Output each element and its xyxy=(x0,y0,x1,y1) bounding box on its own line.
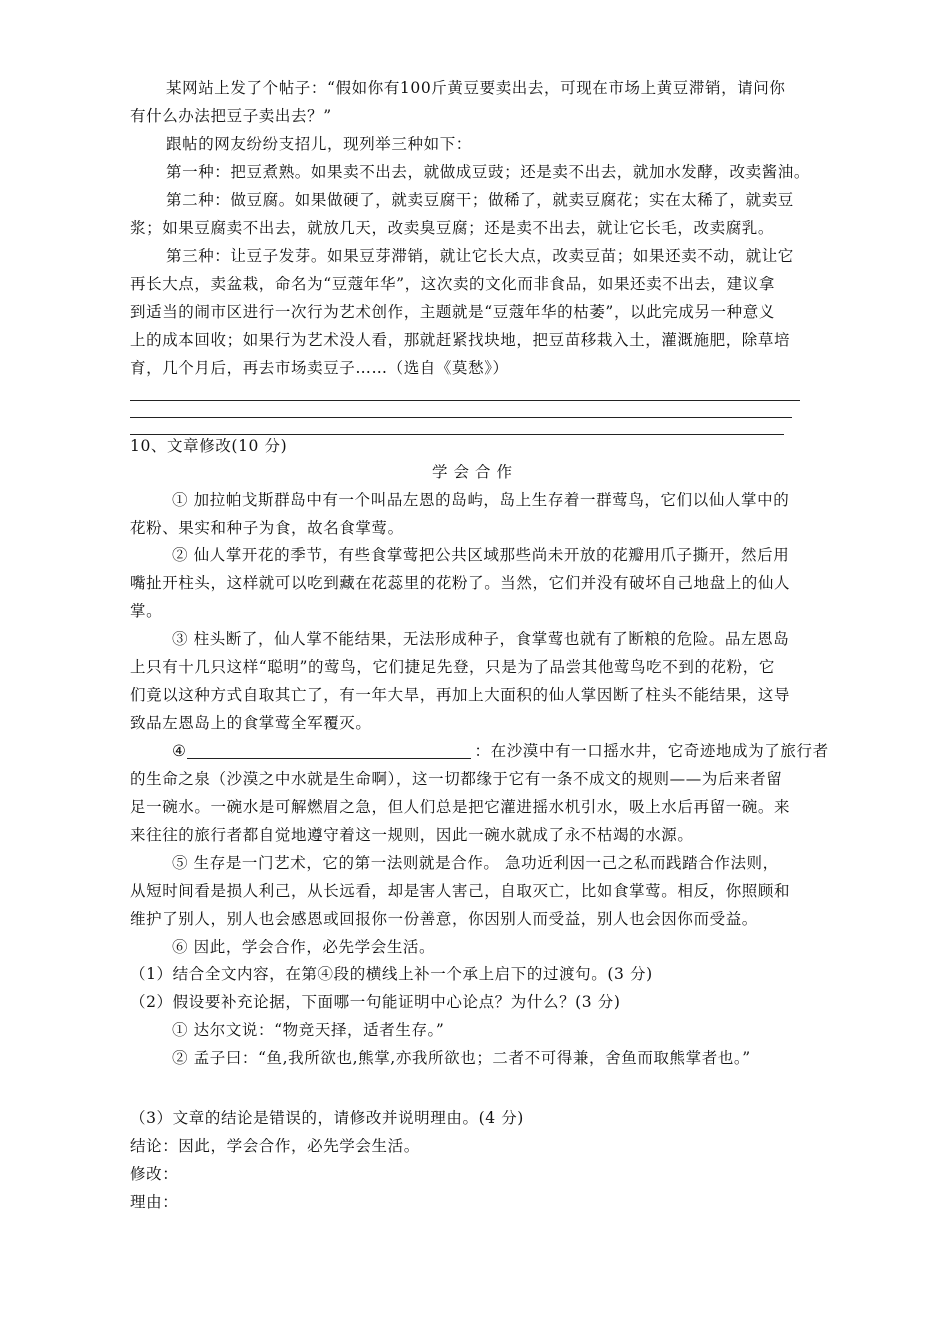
intro-method-2-line-1: 第二种：做豆腐。如果做硬了，就卖豆腐干；做稀了，就卖豆腐花；实在太稀了，就卖豆 xyxy=(166,191,794,209)
sub-question-2-option-2: ② 孟子曰：“鱼,我所欲也,熊掌,亦我所欲也；二者不可得兼，舍鱼而取熊掌者也。” xyxy=(172,1049,751,1067)
sub-question-2-option-1: ① 达尔文说：“物竞天择，适者生存。” xyxy=(172,1021,445,1039)
intro-paragraph-2: 跟帖的网友纷纷支招儿，现列举三种如下： xyxy=(166,135,472,153)
intro-method-2-line-2: 浆；如果豆腐卖不出去，就放几天，改卖臭豆腐；还是卖不出去，就让它长毛，改卖腐乳。 xyxy=(130,219,775,237)
intro-paragraph-1-line-1: 某网站上发了个帖子：“假如你有100斤黄豆要卖出去，可现在市场上黄豆滞销，请问你 xyxy=(166,79,786,97)
article-title: 学会合作 xyxy=(431,463,518,481)
sub-question-1: （1）结合全文内容，在第④段的横线上补一个承上启下的过渡句。(3 分) xyxy=(130,965,653,983)
answer-line-3[interactable] xyxy=(130,434,784,435)
article-para-5-line-2: 从短时间看是损人利己，从长远看，却是害人害己，自取灭亡，比如食掌莺。相反，你照顾和 xyxy=(130,882,791,900)
article-para-2-line-3: 掌。 xyxy=(130,602,163,620)
article-para-2-line-1: ② 仙人掌开花的季节，有些食掌莺把公共区域那些尚未开放的花瓣用爪子撕开，然后用 xyxy=(172,546,790,564)
article-para-4-line-2: 的生命之泉（沙漠之中水就是生命啊），这一切都缘于它有一条不成文的规则——为后来者留 xyxy=(130,770,783,788)
intro-method-3-line-1: 第三种：让豆子发芽。如果豆芽滞销，就让它长大点，改卖豆苗；如果还卖不动，就让它 xyxy=(166,247,794,265)
article-para-6: ⑥ 因此，学会合作，必先学会生活。 xyxy=(172,938,436,956)
article-para-3-line-2: 上只有十几只这样“聪明”的莺鸟，它们捷足先登，只是为了品尝其他莺鸟吃不到的花粉，它 xyxy=(130,658,775,676)
article-para-4-line-1 xyxy=(172,741,829,761)
intro-method-1: 第一种：把豆煮熟。如果卖不出去，就做成豆豉；还是卖不出去，就加水发酵，改卖酱油。 xyxy=(166,163,811,181)
modify-label[interactable]: 修改： xyxy=(130,1165,179,1183)
article-para-1-line-1: ① 加拉帕戈斯群岛中有一个叫品左恩的岛屿，岛上生存着一群莺鸟，它们以仙人掌中的 xyxy=(172,491,790,509)
answer-line-2[interactable] xyxy=(130,417,792,418)
intro-paragraph-1-line-2: 有什么办法把豆子卖出去？” xyxy=(130,107,332,125)
transition-sentence-blank[interactable] xyxy=(187,742,471,759)
intro-method-3-line-4: 上的成本回收；如果行为艺术没人看，那就赶紧找块地，把豆苗移栽入土，灌溉施肥，除草培 xyxy=(130,331,791,349)
article-para-5-line-3: 维护了别人，别人也会感恩或回报你一份善意，你因别人而受益，别人也会因你而受益。 xyxy=(130,910,758,928)
article-para-1-line-2: 花粉、果实和种子为食，故名食掌莺。 xyxy=(130,519,404,537)
intro-method-3-line-3: 到适当的闹市区进行一次行为艺术创作，主题就是“豆蔻年华的枯萎”，以此完成另一种意义 xyxy=(130,303,775,321)
article-para-4-line-3: 足一碗水。一碗水是可解燃眉之急，但人们总是把它灌进摇水机引水，吸上水后再留一碗。来 xyxy=(130,798,791,816)
sub-question-2: （2）假设要补充论据，下面哪一句能证明中心论点？为什么？(3 分) xyxy=(130,993,621,1011)
question-10-heading: 10、文章修改(10 分) xyxy=(130,437,288,455)
article-para-5-line-1: ⑤ 生存是一门艺术，它的第一法则就是合作。 急功近利因一己之私而践踏合作法则， xyxy=(172,854,779,872)
para-4-number: ④ xyxy=(172,742,187,760)
conclusion-line: 结论：因此，学会合作，必先学会生活。 xyxy=(130,1137,420,1155)
article-para-4-line-4: 来往往的旅行者都自觉地遵守着这一规则，因此一碗水就成了永不枯竭的水源。 xyxy=(130,826,694,844)
article-para-3-line-1: ③ 柱头断了，仙人掌不能结果，无法形成种子，食掌莺也就有了断粮的危险。品左恩岛 xyxy=(172,630,790,648)
article-para-3-line-3: 们竟以这种方式自取其亡了，有一年大旱，再加上大面积的仙人掌因断了柱头不能结果，这导 xyxy=(130,686,791,704)
article-para-3-line-4: 致品左恩岛上的食掌莺全军覆灭。 xyxy=(130,714,372,732)
intro-method-3-line-5: 育，几个月后，再去市场卖豆子……（选自《莫愁》） xyxy=(130,359,509,377)
reason-label[interactable]: 理由： xyxy=(130,1193,179,1211)
answer-line-1[interactable] xyxy=(130,400,800,401)
para-4-text: ：在沙漠中有一口摇水井，它奇迹地成为了旅行者 xyxy=(474,742,829,760)
intro-method-3-line-2: 再长大点，卖盆栽，命名为“豆蔻年华”，这次卖的文化而非食品，如果还卖不出去，建议拿 xyxy=(130,275,775,293)
sub-question-3: （3）文章的结论是错误的，请修改并说明理由。(4 分) xyxy=(130,1109,524,1127)
article-para-2-line-2: 嘴扯开柱头，这样就可以吃到藏在花蕊里的花粉了。当然，它们并没有破坏自己地盘上的仙人 xyxy=(130,574,791,592)
